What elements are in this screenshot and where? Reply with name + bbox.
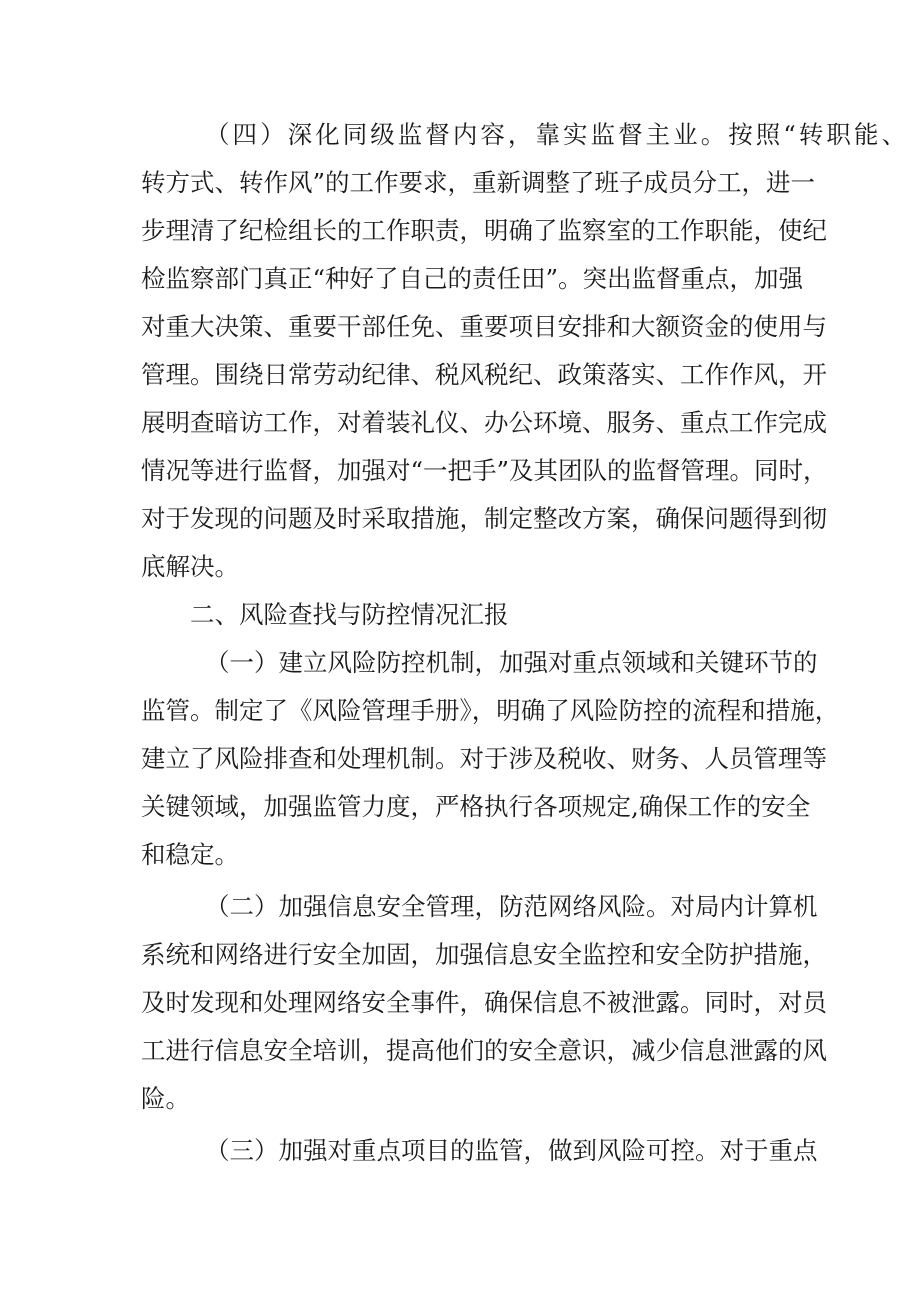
text-line: 管理。围绕日常劳动纪律、税风税纪、政策落实、工作作风，开 xyxy=(141,360,827,389)
text-line: 对于发现的问题及时采取措施，制定整改方案，确保问题得到彻 xyxy=(141,504,827,533)
text-line: 及时发现和处理网络安全事件，确保信息不被泄露。同时，对员 xyxy=(141,988,827,1017)
text-line: （三）加强对重点项目的监管，做到风险可控。对于重点 xyxy=(205,1136,818,1165)
text-line: 工进行信息安全培训，提高他们的安全意识，减少信息泄露的风 xyxy=(141,1036,827,1065)
text-line: 展明查暗访工作，对着装礼仪、办公环境、服务、重点工作完成 xyxy=(141,408,827,437)
text-line: （二）加强信息安全管理，防范网络风险。对局内计算机 xyxy=(205,892,818,921)
text-line: 和稳定。 xyxy=(141,840,239,869)
text-line: 险。 xyxy=(141,1084,190,1113)
text-line: 检监察部门真正“种好了自己的责任田”。突出监督重点，加强 xyxy=(141,264,804,293)
text-line: 情况等进行监督，加强对“一把手”及其团队的监督管理。同时， xyxy=(141,456,828,485)
text-line: 步理清了纪检组长的工作职责，明确了监察室的工作职能，使纪 xyxy=(141,216,827,245)
text-line: 转方式、转作风”的工作要求，重新调整了班子成员分工，进一 xyxy=(141,168,816,197)
text-line: （一）建立风险防控机制，加强对重点领域和关键环节的 xyxy=(205,648,818,677)
text-line: 系统和网络进行安全加固，加强信息安全监控和安全防护措施， xyxy=(141,940,827,969)
text-line: 监管。制定了《风险管理手册》，明确了风险防控的流程和措施， xyxy=(141,696,840,725)
text-line: 底解决。 xyxy=(141,552,239,581)
text-line: 关键领域，加强监管力度，严格执行各项规定,确保工作的安全 xyxy=(141,792,811,821)
text-line: 建立了风险排查和处理机制。对于涉及税收、财务、人员管理等 xyxy=(141,744,827,773)
section-heading: 二、风险查找与防控情况汇报 xyxy=(190,600,509,629)
text-line: （四）深化同级监督内容，靠实监督主业。按照“转职能、 xyxy=(205,120,906,149)
text-line: 对重大决策、重要干部任免、重要项目安排和大额资金的使用与 xyxy=(141,312,827,341)
